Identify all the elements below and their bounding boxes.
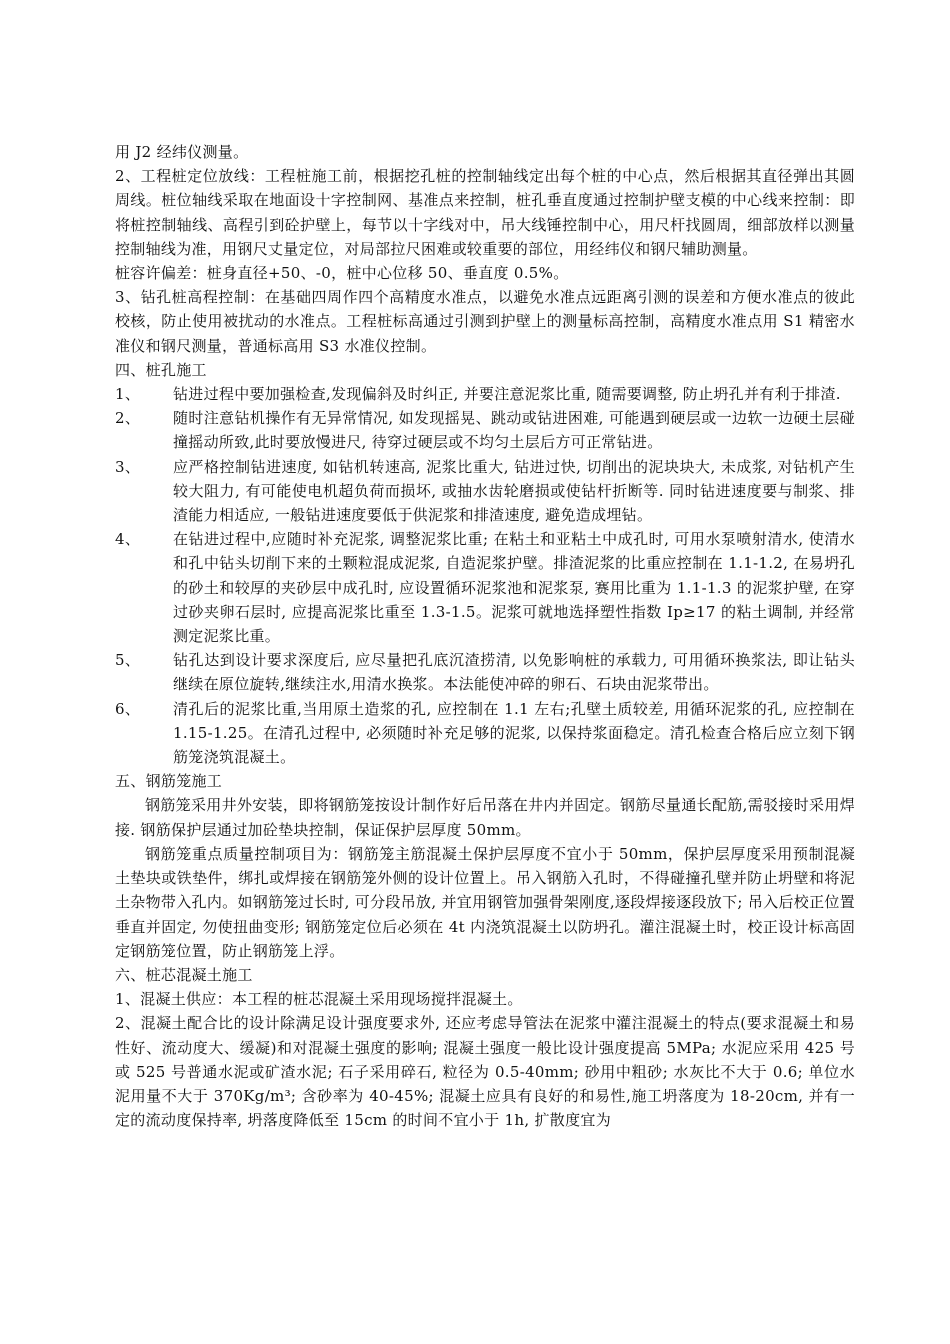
- list-item: [115, 648, 855, 696]
- list-item-number: 4、: [115, 530, 141, 549]
- paragraph-j2-theodolite: 用 J2 经纬仪测量。: [115, 143, 249, 161]
- paragraph-concrete-mix: 2、混凝土配合比的设计除满足设计强度要求外, 还应考虑导管法在泥浆中灌注混凝土的特点(要求混凝土和易性好、流动度大、缓凝)和对混凝土强度的影响; 混凝土强度一般比设计强度提高 5MPa; 水泥应采用 425 号或 525 号普通水泥或矿渣水泥; 石子采用碎石, 粒径为 0.5-40mm; 砂用中粗砂; 水灰比不大于 0.6; 单位水泥用量不大于 370Kg/m³; 含砂率为 40-45%; 混凝土应具有良好的和易性,施工坍落度为 18-20cm, 并有一定的流动度保持率, 坍落度降低至 15cm 的时间不宜小于 1h, 扩散度宜为: [115, 1014, 855, 1130]
- list-item-number: 1、: [115, 385, 141, 404]
- paragraph-rebar-install: 钢筋笼采用井外安装，即将钢筋笼按设计制作好后吊落在井内并固定。钢筋尽量通长配筋,需驳接时采用焊接. 钢筋保护层通过加砼垫块控制，保证保护层厚度 50mm。: [115, 796, 855, 839]
- list-item-text: 在钻进过程中,应随时补充泥浆, 调整泥浆比重; 在粘土和亚粘土中成孔时, 可用水泵喷射清水, 使清水和孔中钻头切削下来的土颗粒混成泥浆, 自造泥浆护壁。排渣泥浆的比重应控制在 1.1-1.2, 在易坍孔的砂土和较厚的夹砂层中成孔时, 应设置循环泥浆池和泥浆泵, 赛用比重为 1.1-1.3 的泥浆护壁, 在穿过砂夹卵石层时, 应提高泥浆比重至 1.3-1.5。泥浆可就地选择塑性指数 Ip≥17 的粘土调制, 并经常测定泥浆比重。: [173, 530, 855, 646]
- document-page: [115, 140, 855, 1132]
- list-item-text: 应严格控制钻进速度, 如钻机转速高, 泥浆比重大, 钻进过快, 切削出的泥块块大, 未成浆, 对钻机产生较大阻力, 有可能使电机超负荷而损坏, 或抽水齿轮磨损或使钻杆折断等. 同时钻进速度要与制浆、排渣能力相适应, 一般钻进速度要低于供泥浆和排渣速度, 避免造成埋钻。: [173, 457, 855, 525]
- list-item-number: 2、: [115, 409, 141, 428]
- paragraph-elevation-control: 3、钻孔桩高程控制：在基础四周作四个高精度水准点，以避免水准点远距离引测的误差和方便水准点的彼此校核，防止使用被扰动的水准点。工程桩标高通过引测到护壁上的测量标高控制，高精度水准点用 S1 精密水准仪和钢尺测量，普通标高用 S3 水准仪控制。: [115, 288, 855, 355]
- list-item-number: 3、: [115, 457, 141, 476]
- list-item-number: 6、: [115, 699, 141, 718]
- section-heading-rebar-cage: 五、钢筋笼施工: [115, 772, 223, 791]
- list-item-text: 随时注意钻机操作有无异常情况, 如发现摇晃、跳动或钻进困难, 可能遇到硬层或一边软一边硬土层碰撞摇动所致,此时要放慢进尺, 待穿过硬层或不均匀土层后方可正常钻进。: [173, 409, 855, 452]
- list-item-number: 5、: [115, 651, 141, 670]
- section-heading-pile-concrete: 六、桩芯混凝土施工: [115, 965, 253, 984]
- list-item-text: 清孔后的泥浆比重,当用原土造浆的孔, 应控制在 1.1 左右;孔壁土质较差, 用循环泥浆的孔, 应控制在 1.15-1.25。在清孔过程中, 必须随时补充足够的泥浆, 以保持浆面稳定。清孔检查合格后应立刻下钢筋笼浇筑混凝土。: [173, 699, 855, 767]
- paragraph-rebar-quality: 钢筋笼重点质量控制项目为：钢筋笼主筋混凝土保护层厚度不宜小于 50mm，保护层厚度采用预制混凝土垫块或铁垫件，绑扎或焊接在钢筋笼外侧的设计位置上。吊入钢筋入孔时，不得碰撞孔壁并防止坍壁和将泥土杂物带入孔内。如钢筋笼过长时, 可分段吊放, 并宜用钢管加强骨架刚度,逐段焊接逐段放下; 吊入后校正位置垂直并固定, 勿使扭曲变形; 钢筋笼定位后必须在 4t 内浇筑混凝土以防坍孔。灌注混凝土时，校正设计标高固定钢筋笼位置，防止钢筋笼上浮。: [115, 844, 855, 960]
- list-item: [115, 455, 855, 528]
- list-item: [115, 382, 855, 406]
- paragraph-concrete-supply: 1、混凝土供应：本工程的桩芯混凝土采用现场搅拌混凝土。: [115, 990, 523, 1009]
- paragraph-pile-positioning: 2、工程桩定位放线：工程桩施工前，根据挖孔桩的控制轴线定出每个桩的中心点，然后根据其直径弹出其圆周线。桩位轴线采取在地面设十字控制网、基准点来控制，桩孔垂直度通过控制护壁支模的中心线来控制：即将桩控制轴线、高程引到砼护壁上，每节以十字线对中，吊大线锤控制中心，用尺杆找圆周，细部放样以测量控制轴线为准，用钢尺丈量定位，对局部拉尺困难或较重要的部位，用经纬仪和钢尺辅助测量。: [115, 167, 855, 258]
- section-heading-pile-hole: 四、桩孔施工: [115, 360, 207, 379]
- list-item: [115, 697, 855, 770]
- list-item-text: 钻进过程中要加强检查,发现偏斜及时纠正, 并要注意泥浆比重, 随需要调整, 防止坍孔并有利于排渣.: [173, 385, 841, 404]
- list-item: [115, 406, 855, 454]
- paragraph-pile-tolerance: 桩容许偏差：桩身直径+50、-0，桩中心位移 50、垂直度 0.5%。: [115, 264, 569, 283]
- list-item: [115, 527, 855, 648]
- list-item-text: 钻孔达到设计要求深度后, 应尽量把孔底沉渣捞清, 以免影响桩的承载力, 可用循环换浆法, 即让钻头继续在原位旋转,继续注水,用清水换浆。本法能使冲碎的卵石、石块由泥浆带出。: [173, 651, 855, 694]
